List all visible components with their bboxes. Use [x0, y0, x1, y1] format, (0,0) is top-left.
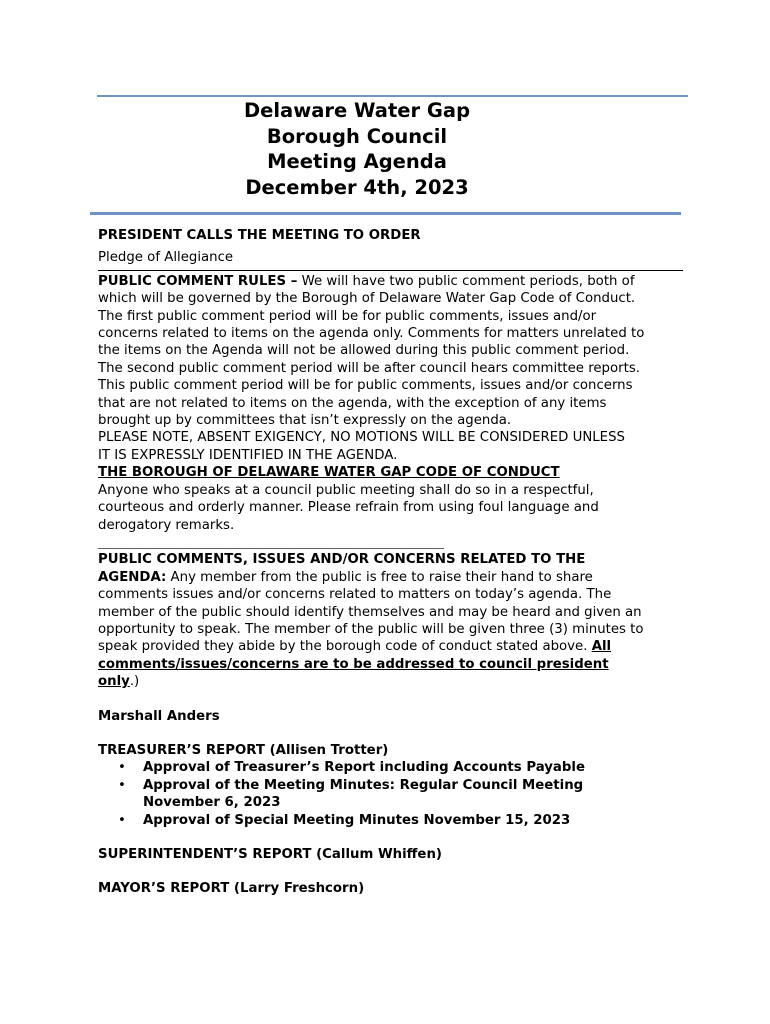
superintendent-report-heading: SUPERINTENDENT’S REPORT (Callum Whiffen) [98, 847, 442, 862]
title-line-1: Delaware Water Gap [243, 99, 471, 122]
title-line-3: Meeting Agenda [267, 150, 447, 173]
rules-line: PLEASE NOTE, ABSENT EXIGENCY, NO MOTIONS WILL BE CONSIDERED UNLESS [98, 430, 625, 446]
emphasis-text: comments/issues/concerns are to be addressed to council president [98, 656, 609, 672]
emphasis-text: All [591, 639, 612, 655]
treasurer-report-heading: TREASURER’S REPORT (Allisen Trotter) [98, 742, 389, 758]
title-line-2: Borough Council [266, 124, 448, 148]
rules-line: The first public comment period will be for public comments, issues and/or [98, 308, 597, 324]
comments-line: comments issues and/or concerns related to matters on today’s agenda. The [98, 587, 612, 603]
pledge-text: Pledge of Allegiance [98, 250, 234, 266]
public-comments-heading-cont: AGENDA: [98, 569, 167, 585]
rules-line: which will be governed by the Borough of Delaware Water Gap Code of Conduct. [98, 291, 636, 307]
rules-line: IT IS EXPRESSLY IDENTIFIED IN THE AGENDA. [98, 447, 398, 463]
comments-line: opportunity to speak. The member of the public will be given three (3) minutes to [98, 621, 644, 637]
rules-line: the items on the Agenda will not be allowed during this public comment period. [98, 343, 630, 359]
public-comments-heading: PUBLIC COMMENTS, ISSUES AND/OR CONCERNS RELATED TO THE [98, 552, 586, 568]
code-of-conduct-section [98, 464, 683, 551]
public-comments-agenda-section [98, 551, 683, 690]
emphasis-text: only [98, 674, 130, 690]
code-of-conduct-heading: THE BOROUGH OF DELAWARE WATER GAP CODE OF CONDUCT [98, 465, 560, 481]
rules-line: concerns related to items on the agenda only. Comments for matters unrelated to [98, 326, 645, 342]
list-item: • Approval of Treasurer’s Report including Accounts Payable [98, 759, 683, 776]
rules-line: brought up by committees that isn’t expressly on the agenda. [98, 413, 512, 429]
header-rule-bottom [90, 212, 681, 215]
rules-line: We will have two public comment periods, both of [297, 273, 635, 289]
dashed-separator: ____________________________________________________ [98, 534, 444, 550]
public-comment-rules-heading: PUBLIC COMMENT RULES – [98, 273, 298, 289]
rules-line: that are not related to items on the agenda, with the exception of any items [98, 395, 607, 411]
page-title [97, 98, 617, 200]
treasurer-items-list [98, 759, 683, 829]
comments-line: member of the public should identify themselves and may be heard and given an [98, 604, 642, 620]
rules-line: This public comment period will be for public comments, issues and/or concerns [98, 378, 633, 394]
mayor-report-heading: MAYOR’S REPORT (Larry Freshcorn) [98, 881, 365, 897]
section-separator [98, 270, 683, 271]
list-item: • Approval of Special Meeting Minutes November 15, 2023 [98, 812, 683, 829]
agenda-body [98, 227, 683, 898]
conduct-line: derogatory remarks. [98, 517, 235, 533]
list-item: • Approval of the Meeting Minutes: Regular Council Meeting November 6, 2023 [98, 777, 683, 812]
comments-line: speak provided they abide by the borough code of conduct stated above. [98, 639, 592, 655]
rules-line: The second public comment period will be after council hears committee reports. [98, 360, 640, 376]
title-line-4: December 4th, 2023 [245, 175, 469, 199]
conduct-line: courteous and orderly manner. Please refrain from using foul language and [98, 500, 599, 516]
closing-text: .) [129, 674, 140, 690]
conduct-line: Anyone who speaks at a council public meeting shall do so in a respectful, [98, 482, 594, 498]
public-comment-rules-section [98, 273, 683, 464]
call-to-order-heading: PRESIDENT CALLS THE MEETING TO ORDER [98, 228, 421, 243]
header-rule-top [97, 95, 688, 97]
comments-line: Any member from the public is free to raise their hand to share [166, 569, 593, 585]
speaker-name: Marshall Anders [98, 708, 220, 724]
